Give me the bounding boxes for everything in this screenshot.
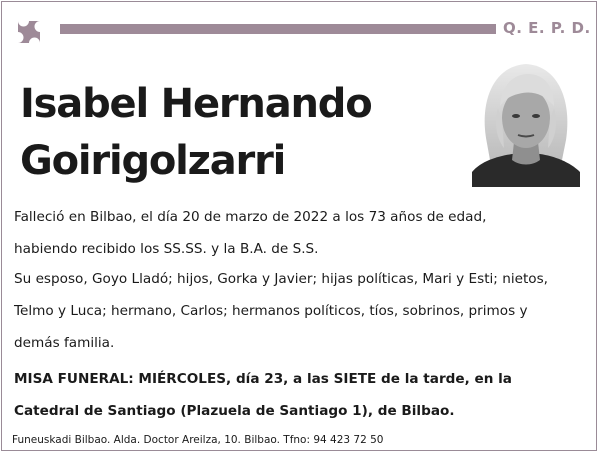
text-line: Falleció en Bilbao, el día 20 de marzo de 2022 a los 73 años de edad, <box>14 209 487 225</box>
text-line: MISA FUNERAL: MIÉRCOLES, día 23, a las SIETE de la tarde, en la <box>14 371 512 387</box>
text-line: Telmo y Luca; hermano, Carlos; hermanos políticos, tíos, sobrinos, primos y <box>14 303 528 319</box>
lauburu-icon <box>4 7 54 57</box>
qepd-label: Q. E. P. D. <box>503 19 591 37</box>
text-line: demás familia. <box>14 335 115 351</box>
text-line: Catedral de Santiago (Plazuela de Santiago 1), de Bilbao. <box>14 403 455 419</box>
funeral-mass-paragraph <box>14 363 584 427</box>
deceased-name <box>20 76 460 190</box>
header-bar <box>60 24 496 34</box>
death-notice-paragraph <box>14 201 584 265</box>
name-line-1: Isabel Hernando <box>20 81 372 127</box>
text-line: habiendo recibido los SS.SS. y la B.A. de S.S. <box>14 241 319 257</box>
name-line-2: Goirigolzarri <box>20 138 286 184</box>
family-paragraph <box>14 263 584 359</box>
text-line: Su esposo, Goyo Lladó; hijos, Gorka y Javier; hijas políticas, Mari y Esti; nietos, <box>14 271 549 287</box>
portrait-photo <box>472 60 580 187</box>
funeral-home-footer: Funeuskadi Bilbao. Alda. Doctor Areilza, 10. Bilbao. Tfno: 94 423 72 50 <box>12 434 384 446</box>
